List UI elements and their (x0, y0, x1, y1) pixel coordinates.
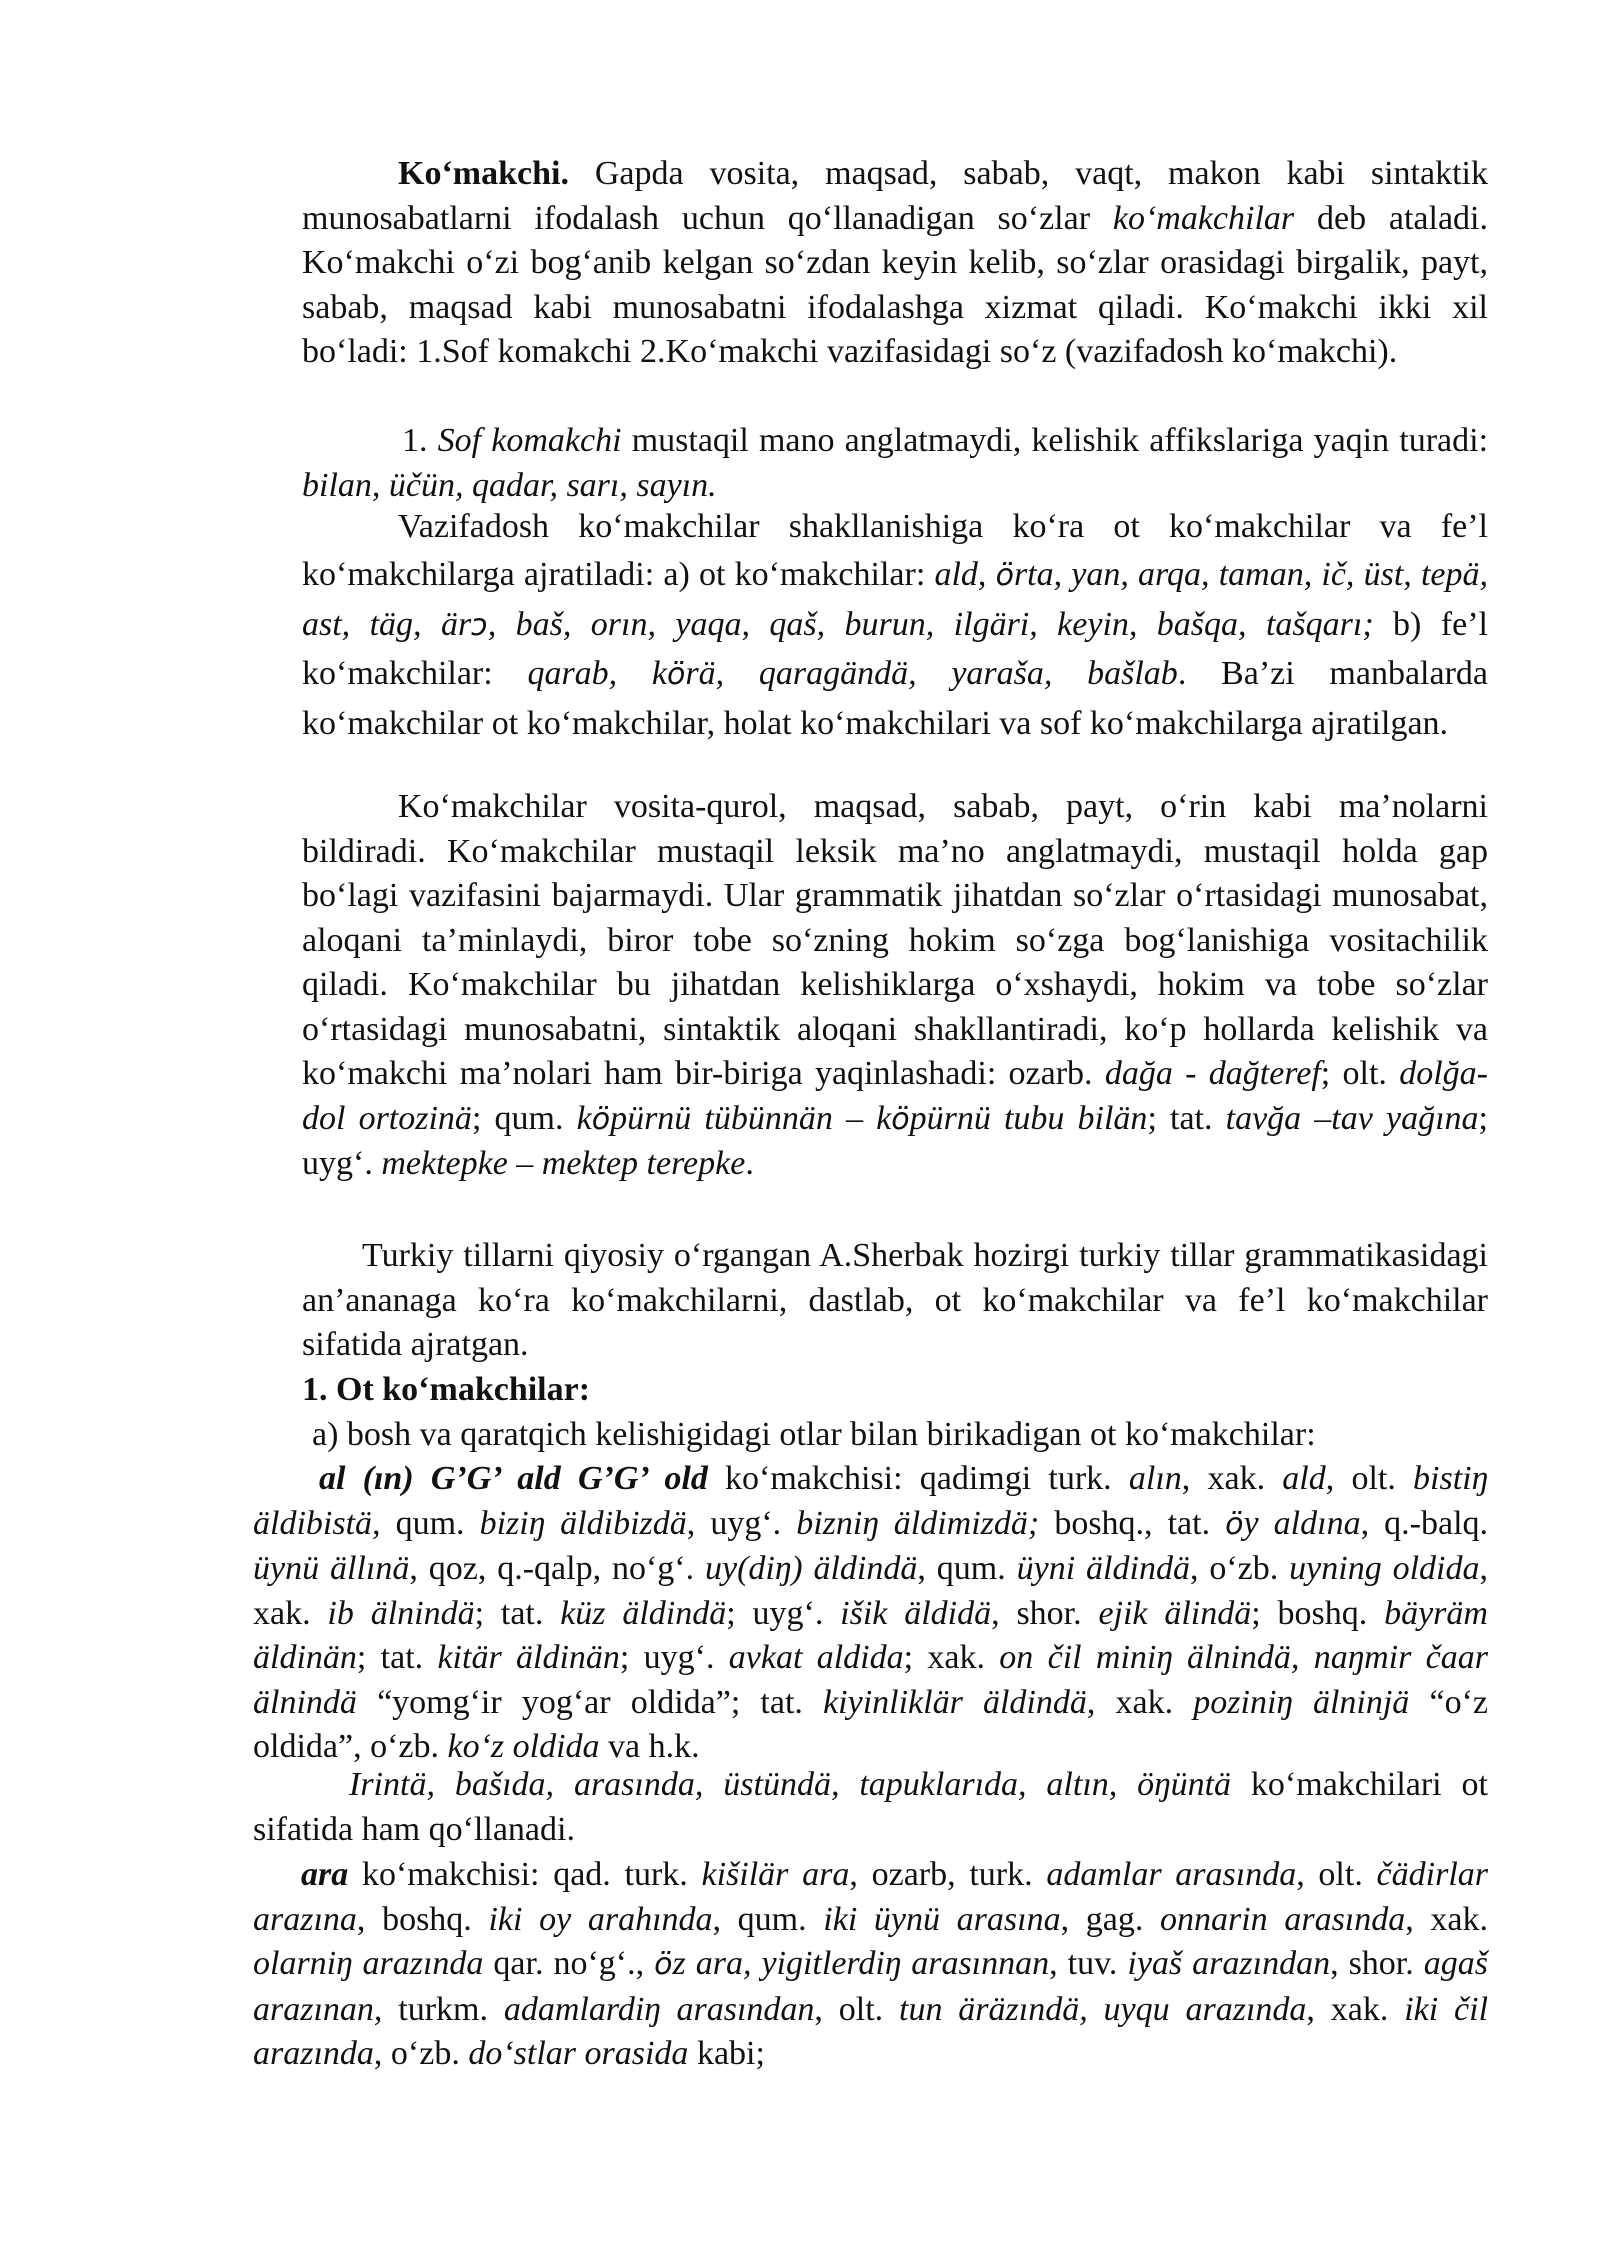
example: küz äldindä (560, 1594, 727, 1632)
text: va h.k. (599, 1728, 700, 1765)
example: pürnü tubu bilän (909, 1099, 1148, 1137)
paragraph-sof-komakchi (302, 419, 1488, 508)
text: ; tat. (1147, 1099, 1226, 1137)
text: , shor. (1330, 1945, 1424, 1982)
text: ko‘makchisi: qad. turk. (348, 1856, 702, 1893)
text: kabi; (688, 2035, 765, 2072)
term-italic: Sof komakchi (437, 422, 622, 459)
examples: Irintä, bašıda, arasında, üstündä, tapuklarıda, altın, öŋüntä (349, 1766, 1232, 1803)
example: kiyinliklär äldindä (823, 1683, 1087, 1721)
paragraph-komakchilar-meaning (302, 785, 1488, 1187)
example: iki oy arahında (488, 1900, 713, 1938)
example: on čil miniŋ älnindä, naŋmir čaar älnindä (253, 1639, 1488, 1721)
example: ko‘z oldida (447, 1728, 600, 1765)
text: ; uyg‘. (726, 1594, 841, 1632)
example: agaš arazınan, (253, 1945, 1488, 2028)
text: , olt. (1296, 1856, 1377, 1893)
examples: , baš, orın, yaqa, qaš, burun, ilgäri, keyin, bašqa, tašqarı; (487, 605, 1374, 643)
paragraph-komakchi-definition (302, 152, 1488, 375)
term-ara: ara (301, 1856, 349, 1893)
example: iki üynü arasına (823, 1900, 1061, 1938)
term-al-ald-old: al (ın) G’G’ ald G’G’ old (319, 1460, 708, 1497)
text: , shor. (991, 1594, 1099, 1632)
example: tun äräzındä, uyqu arazında (899, 1990, 1307, 2028)
example: iyaš arazından (1127, 1945, 1331, 1982)
text: , ozarb, turk. (849, 1856, 1047, 1893)
example: dağa - dağteref (1104, 1055, 1321, 1092)
heading-text: 1. Ot ko‘makchilar: (302, 1371, 591, 1408)
example: mektepke – mektep terepke (381, 1145, 746, 1182)
example: išik äldidä (840, 1594, 992, 1632)
text: “yomg‘ir yog‘ar oldida”; tat. (356, 1683, 824, 1721)
example: ejik älindä (1098, 1594, 1252, 1632)
examples: qarab, k (527, 655, 668, 693)
example: alın (1128, 1460, 1182, 1497)
paragraph-ara (253, 1853, 1488, 2077)
example: k (576, 1099, 592, 1137)
text: , qum. (917, 1550, 1017, 1587)
text: ; boshq. (1251, 1594, 1385, 1632)
text: qar. no‘g‘., (483, 1945, 655, 1982)
subheading-text: a) bosh va qaratqich kelishigidagi otlar bilan birikadigan ot ko‘makchilar: (312, 1416, 1316, 1453)
term-italic: ko‘makchilar (1112, 199, 1295, 237)
example: poziniŋ älninjä (1193, 1683, 1410, 1721)
example-glyph: ö (591, 1101, 611, 1137)
text: , xak. (1405, 1900, 1488, 1938)
text: ko‘makchisi: qadimgi turk. (707, 1460, 1129, 1497)
example: ib älnindä (327, 1594, 475, 1632)
example: bäyräm äldinän (253, 1594, 1488, 1676)
example-glyph: ö (891, 1101, 910, 1137)
text: turkm. (382, 1990, 504, 2028)
text: , gag. (1060, 1900, 1160, 1938)
paragraph-sherbak (302, 1234, 1488, 1368)
text: , qoz, q.-qalp, no‘g‘. (409, 1550, 706, 1587)
subsection-heading (302, 1413, 1488, 1458)
examples: rä, qaragändä, yaraša, bašlab (685, 655, 1178, 693)
example: üynü ällınä (253, 1550, 410, 1587)
text: ; uyg‘. (302, 1099, 1488, 1182)
example: onnarin arasında (1160, 1900, 1406, 1938)
example: avkat aldida (728, 1639, 904, 1676)
list-number: 1. (402, 422, 438, 459)
text: Gapda vosita, maqsad, sabab, vaqt, makon kabi sintaktik munosabatlarni ifodalash uchun qo‘llanadigan so‘zlar (302, 155, 1488, 237)
text: ; tat. (474, 1594, 561, 1632)
example: iki čil arazında (253, 1990, 1489, 2072)
text: ; uyg‘. (619, 1639, 729, 1676)
text: , xak. (1181, 1460, 1283, 1497)
paragraph-vazifadosh (302, 503, 1488, 748)
examples-glyph: ö (667, 657, 686, 693)
example: biziŋ äldibizdä (479, 1504, 687, 1542)
text: b) fe’l ko‘makchilar: (302, 605, 1488, 693)
text: , o‘zb. (1189, 1550, 1290, 1587)
paragraph-al-ald-old (253, 1457, 1488, 1770)
text: ; olt. (1320, 1055, 1400, 1092)
example: dolğa-dol ortozinä (302, 1055, 1488, 1137)
text: , olt. (814, 1990, 899, 2028)
example: ald (1282, 1460, 1326, 1497)
example: kišilär ara (701, 1856, 850, 1893)
text: ko‘makchilari ot sifatida ham qo‘llanadi. (253, 1766, 1488, 1848)
text: , tuv. (1049, 1945, 1128, 1982)
text: ; tat. (356, 1639, 438, 1676)
text: Ko‘makchilar vosita-qurol, maqsad, sabab, payt, o‘rin kabi ma’nolarni bildiradi. Ko‘makchilar mustaqil leksik ma’no anglatmaydi, mustaqil holda gap bo‘lagi vazifasini bajarmaydi. Ular grammatik jihatdan so‘zlar o‘rtasidagi munosabat, aloqani ta’minlaydi, biror tobe so‘zning hokim so‘zga bog‘lanishiga vositachilik qiladi. Ko‘makchilar bu jihatdan kelishiklarga o‘xshaydi, hokim va tobe so‘zlar o‘rtasidagi munosabatni, sintaktik aloqani shakllantiradi, ko‘p hollarda kelishik va ko‘makchi ma’nolari ham bir-biriga yaqinlashadi: ozarb. (302, 788, 1488, 1092)
example: kitär äldinän (437, 1639, 620, 1676)
example: üyni äldindä (1016, 1550, 1190, 1587)
examples-glyph: ö (995, 558, 1014, 594)
term-komakchi: Ko‘makchi. (398, 155, 569, 192)
example: do‘stlar orasida (468, 2035, 689, 2072)
text: ; xak. (903, 1639, 1000, 1676)
text: , qum. (712, 1900, 824, 1938)
example: uyning oldida (1289, 1550, 1480, 1587)
example: pürnü tübünnän – k (610, 1099, 892, 1137)
text: deb ataladi. Ko‘makchi o‘zi bog‘anib kelgan so‘zdan keyin kelib, so‘zlar orasidagi birgalik, payt, sabab, maqsad kabi munosabatni ifodalashga xizmat qiladi. Ko‘makchi ikki xil bo‘ladi: 1.Sof komakchi 2.Ko‘makchi vazifasidagi so‘z (vazifadosh ko‘makchi). (302, 199, 1488, 370)
text: , boshq. (356, 1900, 489, 1938)
example: bizniŋ äldimizdä; (796, 1504, 1040, 1542)
text: , xak. (253, 1550, 1488, 1632)
text: qum. (380, 1504, 480, 1542)
example: uy(diŋ) äldindä (705, 1550, 918, 1587)
text: . (745, 1145, 754, 1182)
examples: ald, (934, 556, 996, 594)
text: mustaqil mano anglatmaydi, kelishik affikslariga yaqin turadi: (621, 422, 1489, 459)
text: “o‘z oldida”, o‘zb. (253, 1683, 1488, 1765)
example: y aldına (1243, 1504, 1361, 1542)
example-glyph: ö (1225, 1506, 1244, 1542)
text: Turkiy tillarni qiyosiy o‘rgangan A.Sherbak hozirgi turkiy tillar grammatikasidagi an’ananaga ko‘ra ko‘makchilarni, dastlab, ot ko‘makchilar va fe’l ko‘makchilar sifatida ajratgan. (302, 1237, 1488, 1363)
example-glyph: ö (654, 1947, 673, 1982)
example: z ara, yigitlerdiŋ arasınnan (672, 1945, 1050, 1982)
paragraph-ot-sifatida (253, 1763, 1488, 1852)
examples-glyph: ɔ (471, 607, 488, 643)
text: Vazifadosh ko‘makchilar shakllanishiga ko‘ra ot ko‘makchilar va fe’l ko‘makchilarga ajratiladi: a) ot ko‘makchilar: (302, 508, 1488, 594)
text: , xak. (1086, 1683, 1194, 1721)
examples: bilan, üčün, qadar, sarı, sayın. (302, 466, 717, 504)
section-heading (302, 1368, 1488, 1413)
text: , q.-balq. (1360, 1504, 1489, 1542)
text: , xak. (1306, 1990, 1405, 2028)
example: bistiŋ äldibistä, (253, 1460, 1489, 1542)
examples: rta, yan, arqa, taman, ič, üst, tepä, ast, täg, är (302, 556, 1488, 643)
text: , olt. (1325, 1460, 1414, 1497)
text: boshq., tat. (1039, 1504, 1226, 1542)
example: adamlar arasında (1046, 1856, 1297, 1893)
text: , o‘zb. (373, 2035, 469, 2072)
example: čädirlar arazına (253, 1856, 1488, 1938)
text: . Ba’zi manbalarda ko‘makchilar ot ko‘makchilar, holat ko‘makchilari va sof ko‘makchilarga ajratilgan. (302, 655, 1489, 742)
example: tavğa –tav yağına (1225, 1099, 1479, 1137)
example: olarniŋ arazında (253, 1945, 484, 1982)
text: ; qum. (471, 1099, 577, 1137)
text: , uyg‘. (686, 1504, 797, 1542)
example: adamlardiŋ arasından (503, 1990, 815, 2028)
